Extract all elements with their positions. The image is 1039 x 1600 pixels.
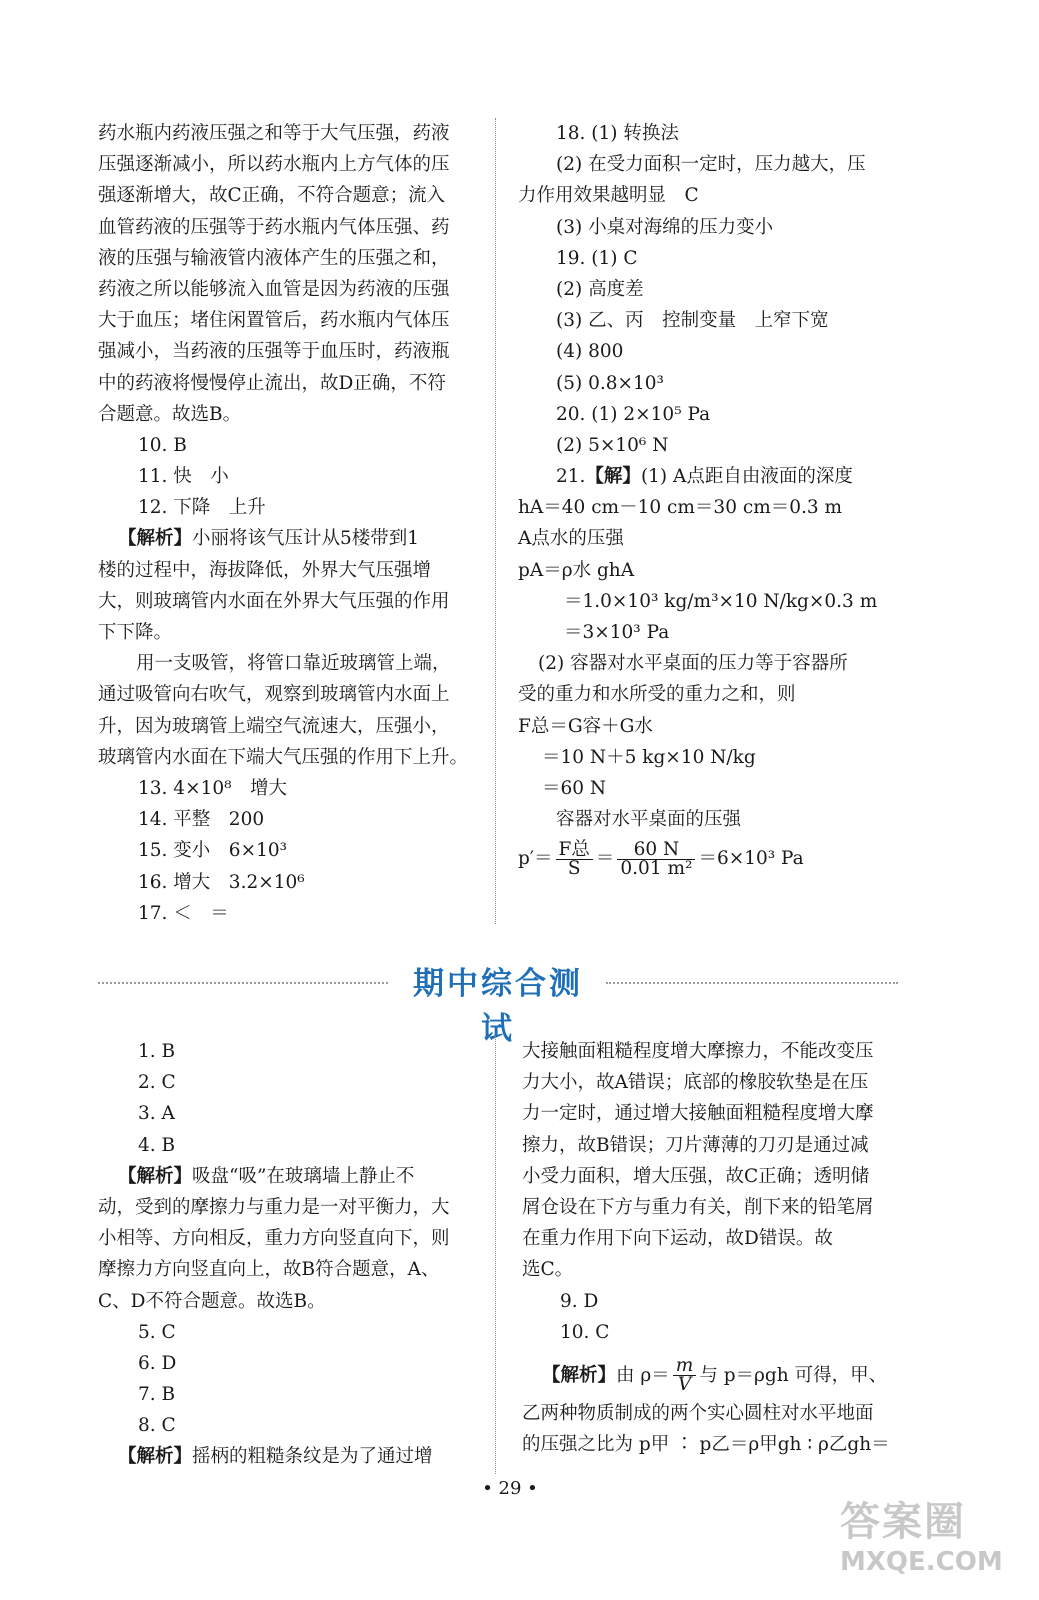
top-right-column (518, 118, 918, 879)
analysis-line (98, 1441, 482, 1472)
text-line: 药水瓶内药液压强之和等于大气压强，药液 (98, 123, 450, 144)
answer-item: 6. D (138, 1352, 177, 1374)
answer-item: 17. ＜ ＝ (138, 902, 229, 924)
answer-item: 10. B (138, 434, 187, 456)
fraction-numerator: 60 N (617, 841, 695, 860)
answer-item: (2) 5×10⁶ N (556, 434, 669, 456)
text-line: (2) 容器对水平桌面的压力等于容器所 (538, 653, 848, 675)
text-line: 升，因为玻璃管上端空气流速大，压强小， (98, 715, 450, 737)
text-line: 大接触面粗糙程度增大摩擦力，不能改变压 (522, 1041, 874, 1062)
watermark-url: MXQE.COM (840, 1547, 1003, 1577)
analysis-text: 小丽将该气压计从5楼带到1 (192, 528, 420, 550)
formula-line: hA＝40 cm－10 cm＝30 cm＝0.3 m (518, 497, 843, 519)
text-line: 小受力面积，增大压强，故C正确；透明储 (522, 1165, 870, 1187)
text-line: 楼的过程中，海拔降低，外界大气压强增 (98, 559, 432, 581)
analysis-text: 吸盘“吸”在玻璃墙上静止不 (192, 1165, 415, 1187)
answer-item: 14. 平整 200 (138, 809, 265, 831)
column-divider (495, 118, 496, 924)
text-line: 动，受到的摩擦力与重力是一对平衡力，大 (98, 1196, 450, 1218)
text-line: 的压强之比为 p甲 ∶ p乙＝ρ甲gh ∶ ρ乙gh＝ (522, 1434, 890, 1456)
answer-item: (4) 800 (556, 341, 624, 363)
text-line: 乙两种物质制成的两个实心圆柱对水平地面 (522, 1402, 874, 1424)
formula-line (518, 839, 918, 879)
formula-line: ＝3×10³ Pa (564, 622, 670, 643)
analysis-line (522, 1354, 906, 1398)
fraction (556, 838, 593, 879)
answer-item: (2) 在受力面积一定时，压力越大，压 (556, 154, 866, 176)
analysis-text: 与 p＝ρgh 可得，甲、 (699, 1364, 888, 1386)
q21-heading (518, 461, 918, 492)
analysis-text: 由 ρ＝ (616, 1364, 670, 1386)
text-line: 容器对水平桌面的压强 (556, 809, 742, 831)
text-line: 选C。 (522, 1259, 574, 1281)
formula-part: p′＝ (518, 848, 553, 870)
analysis-tag: 【解析】 (118, 1446, 193, 1468)
section-rule-left (98, 982, 388, 984)
text-line: 擦力，故B错误；刀片薄薄的刀刃是通过减 (522, 1134, 869, 1156)
column-divider (495, 1036, 496, 1474)
answer-item: (3) 乙、丙 控制变量 上窄下宽 (556, 310, 829, 332)
text-line: 中的药液将慢慢停止流出，故D正确，不符 (98, 372, 446, 394)
answer-item: 15. 变小 6×10³ (138, 840, 288, 862)
watermark-logo (840, 1490, 1030, 1590)
fraction (673, 1357, 697, 1394)
answer-item: 18. (1) 转换法 (556, 123, 679, 144)
answer-item: 20. (1) 2×10⁵ Pa (556, 403, 711, 425)
fraction-denominator: 0.01 m² (620, 857, 693, 879)
analysis-tag: 【解析】 (118, 528, 193, 550)
answer-item: (5) 0.8×10³ (556, 372, 664, 394)
text-line: 液的压强与输液管内液体产生的压强之和， (98, 247, 450, 269)
text-line: 通过吸管向右吹气，观察到玻璃管内水面上 (98, 684, 450, 706)
analysis-line (98, 1161, 482, 1192)
answer-item: 10. C (560, 1321, 610, 1343)
formula-line: ＝10 N＋5 kg×10 N/kg (542, 746, 756, 768)
fraction-denominator: S (567, 857, 581, 879)
answer-item: (3) 小桌对海绵的压力变小 (556, 216, 774, 238)
text-line: 大，则玻璃管内水面在外界大气压强的作用 (98, 590, 450, 612)
fraction-numerator: F总 (556, 841, 593, 860)
bottom-right-column (522, 1036, 906, 1460)
text-line: 强逐渐增大，故C正确，不符合题意；流入 (98, 185, 446, 207)
text-line: 压强逐渐减小，所以药水瓶内上方气体的压 (98, 154, 450, 176)
analysis-tag: 【解析】 (118, 1165, 193, 1187)
fraction (617, 838, 695, 879)
text-line: 血管药液的压强等于药水瓶内气体压强、药 (98, 216, 450, 238)
answer-item: 3. A (138, 1103, 175, 1125)
answer-item: 9. D (560, 1290, 599, 1312)
answer-item: 12. 下降 上升 (138, 497, 266, 519)
text-line: 力大小，故A错误；底部的橡胶软垫是在压 (522, 1072, 869, 1094)
text-line: 用一支吸管，将管口靠近玻璃管上端， (136, 653, 451, 675)
formula-line: F总＝G容＋G水 (518, 715, 653, 737)
formula-line: ＝1.0×10³ kg/m³×10 N/kg×0.3 m (564, 590, 878, 612)
bottom-left-column (98, 1036, 482, 1473)
page-number: • 29 • (482, 1478, 538, 1499)
fraction-numerator: m (673, 1357, 697, 1376)
answer-item: 4. B (138, 1134, 176, 1156)
text-line: 受的重力和水所受的重力之和，则 (518, 684, 796, 706)
answer-item: 2. C (138, 1072, 176, 1094)
text-line: 小相等、方向相反，重力方向竖直向下，则 (98, 1228, 450, 1250)
top-left-column (98, 118, 482, 929)
answer-item: 13. 4×10⁸ 增大 (138, 777, 288, 799)
answer-item: 5. C (138, 1321, 176, 1343)
section-title: 期中综合测试 (413, 966, 583, 1047)
answer-item: 1. B (138, 1041, 176, 1062)
analysis-tag: 【解析】 (542, 1364, 617, 1386)
text-line: 药液之所以能够流入血管是因为药液的压强 (98, 278, 450, 300)
text-line: A点水的压强 (518, 528, 624, 550)
answer-item: 7. B (138, 1384, 176, 1406)
text-line: 摩擦力方向竖直向上，故B符合题意，A、 (98, 1259, 440, 1281)
answer-item: 16. 增大 3.2×10⁶ (138, 871, 305, 893)
text-line: 在重力作用下向下运动，故D错误。故 (522, 1228, 833, 1250)
answer-item: 11. 快 小 (138, 466, 229, 488)
answer-item: 19. (1) C (556, 247, 638, 269)
text-line: 玻璃管内水面在下端大气压强的作用下上升。 (98, 746, 469, 768)
text-line: 力一定时，通过增大接触面粗糙程度增大摩 (522, 1103, 874, 1125)
text-line: 屑仓设在下方与重力有关，削下来的铅笔屑 (522, 1196, 874, 1218)
q21-text: (1) A点距自由液面的深度 (640, 466, 853, 488)
answer-item: 8. C (138, 1415, 176, 1437)
formula-part: ＝ (595, 848, 615, 870)
formula-line: ＝60 N (542, 777, 607, 799)
formula-line: pA＝ρ水 ghA (518, 559, 635, 581)
section-rule-right (606, 982, 898, 984)
text-line: 合题意。故选B。 (98, 403, 242, 425)
text-line: 强减小，当药液的压强等于血压时，药液瓶 (98, 341, 450, 363)
watermark-text: 答案圈 (840, 1499, 966, 1545)
analysis-line (98, 523, 482, 554)
text-line: C、D不符合题意。故选B。 (98, 1290, 326, 1312)
formula-part: ＝6×10³ Pa (698, 848, 804, 870)
solution-tag: 【解】 (585, 466, 641, 488)
fraction-denominator: V (677, 1374, 692, 1396)
analysis-text: 摇柄的粗糙条纹是为了通过增 (192, 1446, 433, 1468)
text-line: 大于血压；堵住闲置管后，药水瓶内气体压 (98, 310, 450, 332)
q21-number: 21. (556, 466, 586, 488)
answer-item: (2) 高度差 (556, 278, 644, 300)
text-line: 下下降。 (98, 622, 173, 643)
answer-item: 力作用效果越明显 C (518, 185, 699, 207)
